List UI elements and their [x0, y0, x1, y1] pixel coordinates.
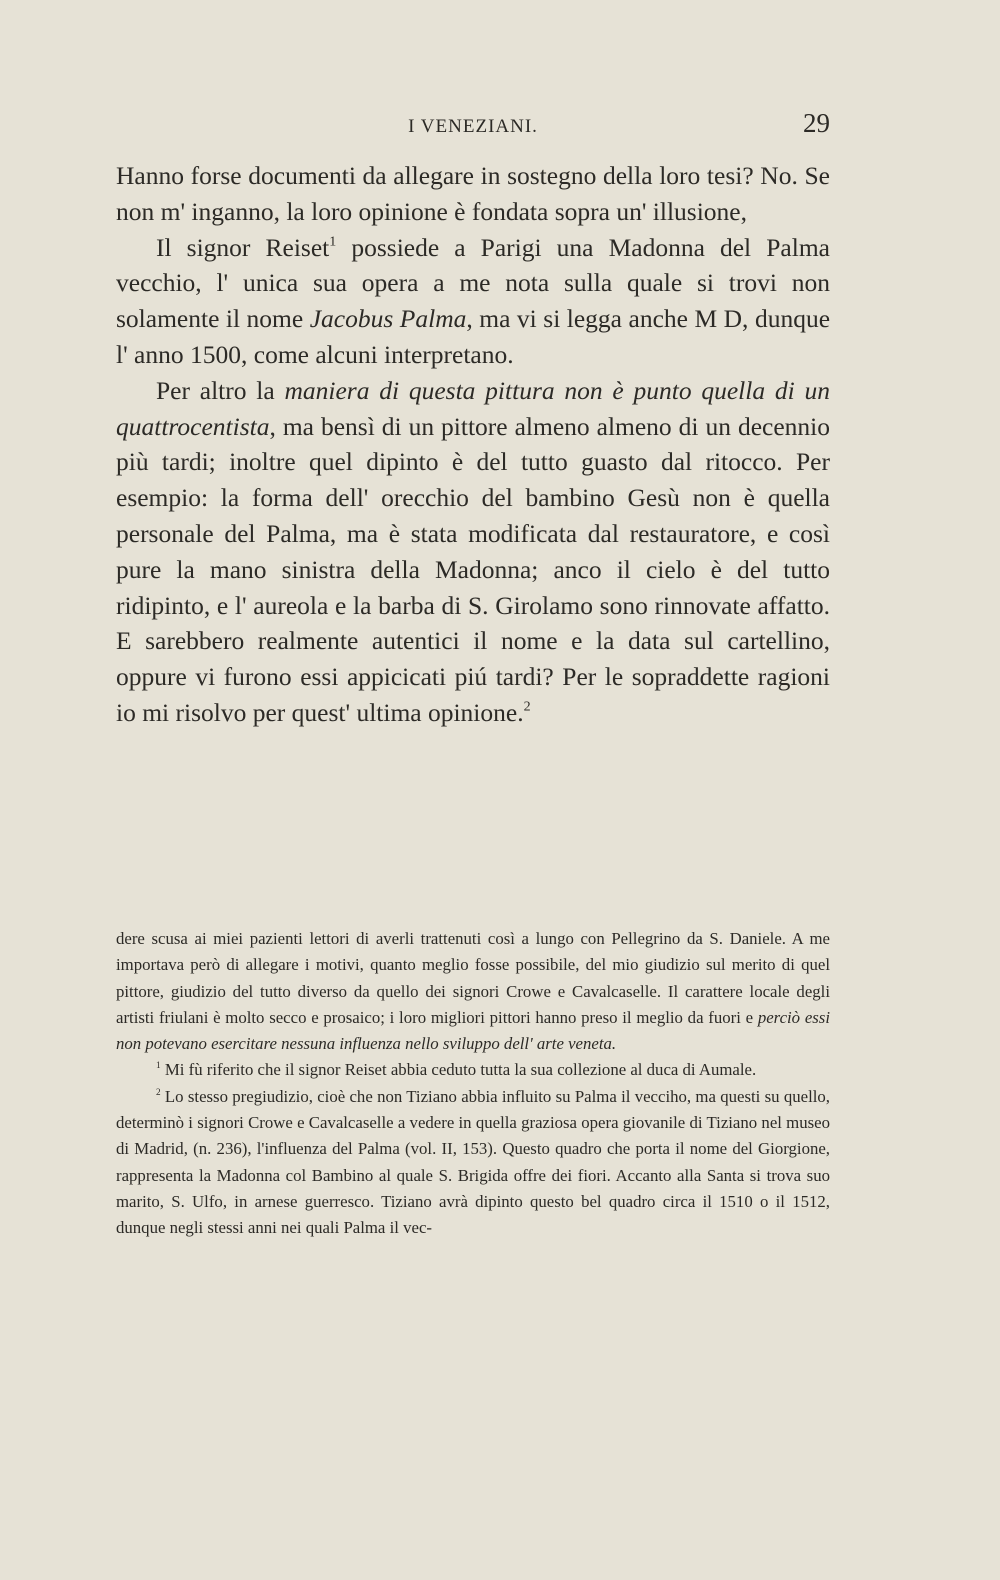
footnote-2-mark: 2: [156, 1086, 161, 1097]
paragraph-3-text-b: , ma bensì di un pittore almeno almeno di un decennio più tardi; inoltre quel dipinto è del tutto guasto dal ritocco. Per esempio: la forma dell' orecchio del bambino Gesù non è quella personale del Palma, ma è stata modificata dal restauratore, e così pure la mano sinistra della Madonna; anco il cielo è del tutto ridipinto, e l' aureola e la barba di S. Girolamo sono rinnovate affatto. E sarebbero realmente autentici il nome e la data sul cartellino, oppure vi furono essi appicicati piú tardi? Per le sopraddette ragioni io mi risolvo per quest' ultima opinione.: [116, 411, 830, 727]
footnote-ref-2: 2: [523, 699, 531, 715]
footnote-continuation: [116, 926, 830, 1057]
footnote-2: [116, 1084, 830, 1242]
footnote-continuation-italic: perciò essi non potevano esercitare nessuna influenza nello sviluppo dell' arte veneta.: [116, 1007, 830, 1054]
page-header: [116, 108, 830, 148]
paragraph-2: [116, 230, 830, 373]
footnote-1-text: Mi fù riferito che il signor Reiset abbia ceduto tutta la sua collezione al duca di Aumale.: [160, 1060, 757, 1080]
running-head: I VENEZIANI.: [408, 116, 538, 137]
paragraph-2-italic: Jacobus Palma: [309, 304, 467, 334]
paragraph-2-text-c: , ma vi si legga anche M D, dunque l' anno 1500, come alcuni interpretano.: [116, 304, 831, 369]
paragraph-1-text: Hanno forse documenti da allegare in sostegno della loro tesi? No. Se non m' inganno, la loro opinione è fondata sopra un' illusione,: [116, 161, 830, 226]
paragraph-3-italic: maniera di questa pittura non è punto quella di un quattrocentista: [116, 375, 830, 441]
footnote-2-text: Lo stesso pregiudizio, cioè che non Tiziano abbia influito su Palma il vecciho, ma questi su quello, determinò i signori Crowe e Cavalcaselle a vedere in quella graziosa opera giovanile di Tiziano nel museo di Madrid, (n. 236), l'influenza del Palma (vol. II, 153). Questo quadro che porta il nome del Giorgione, rappresenta la Madonna col Bambino al quale S. Brigida offre dei fiori. Accanto alla Santa si trova suo marito, S. Ulfo, in arnese guerresco. Tiziano avrà dipinto questo bel quadro circa il 1510 o il 1512, dunque negli stessi anni nei quali Palma il vec-: [116, 1086, 830, 1238]
footnote-continuation-text: dere scusa ai miei pazienti lettori di averli trattenuti così a lungo con Pellegrino da S. Daniele. A me importava però di allegare i motivi, quanto meglio fosse possibile, del mio giudizio sul merito di quel pittore, giudizio del tutto diverso da quello dei signori Crowe e Cavalcaselle. Il carattere locale degli artisti friulani è molto secco e prosaico; i loro migliori pittori hanno preso il meglio da fuori e: [116, 929, 830, 1027]
paragraph-1: [116, 158, 830, 230]
paragraph-2-text-b: possiede a Parigi una Madonna del Palma vecchio, l' unica sua opera a me nota sulla quale si trovi non solamente il nome: [116, 232, 830, 334]
footnote-ref-1: 1: [329, 234, 337, 250]
paragraph-3: [116, 373, 830, 731]
paragraph-3-text-a: Per altro la: [156, 375, 285, 405]
footnote-1-mark: 1: [156, 1060, 161, 1071]
paragraph-2-text-a: Il signor Reiset: [156, 232, 330, 262]
footnote-1: [116, 1057, 830, 1083]
page-number: 29: [803, 108, 830, 138]
footnotes: [116, 926, 830, 1242]
main-text: [116, 158, 830, 731]
